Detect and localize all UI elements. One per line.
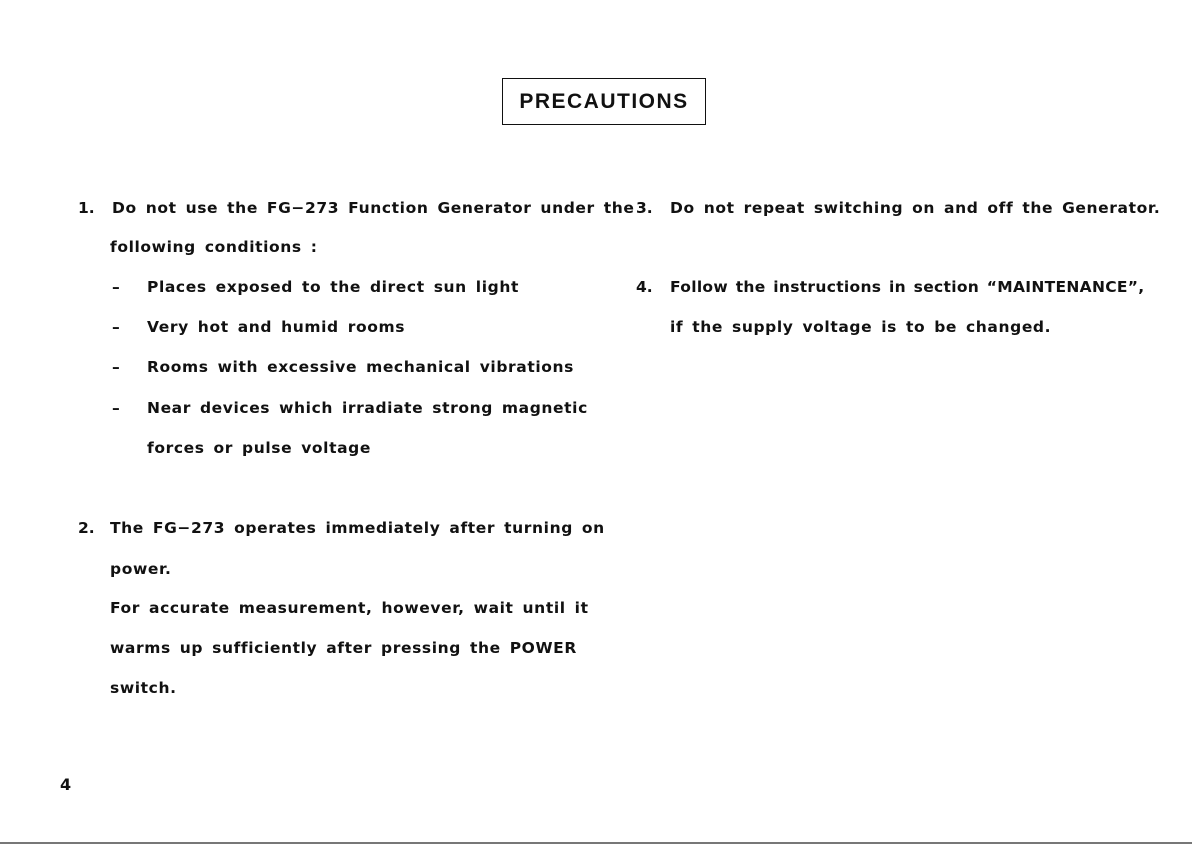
page-title: PRECAUTIONS: [502, 78, 706, 125]
bullet-dash: –: [112, 318, 120, 336]
item-3-number: 3.: [636, 199, 653, 217]
item-3-line-1: Do not repeat switching on and off the Generator.: [670, 199, 1161, 217]
bullet-dash: –: [112, 278, 120, 296]
bullet-text: Places exposed to the direct sun light: [147, 278, 519, 296]
item-2-line-5: switch.: [110, 679, 177, 697]
item-1-line-2: following conditions :: [110, 238, 318, 256]
item-4-line-2: if the supply voltage is to be changed.: [670, 318, 1052, 336]
item-2-line-3: For accurate measurement, however, wait until it: [110, 599, 589, 617]
bullet-text: Near devices which irradiate strong magnetic: [147, 399, 588, 417]
item-2-line-2: power.: [110, 560, 172, 578]
item-4-number: 4.: [636, 278, 653, 296]
bullet-text: Rooms with excessive mechanical vibrations: [147, 358, 574, 376]
bullet-text: Very hot and humid rooms: [147, 318, 406, 336]
bullet-dash: –: [112, 358, 120, 376]
bullet-dash: –: [112, 399, 120, 417]
item-1-line-1: Do not use the FG−273 Function Generator under the: [112, 199, 635, 217]
page-number: 4: [60, 775, 72, 794]
item-2-line-4: warms up sufficiently after pressing the POWER: [110, 639, 577, 657]
page-bottom-edge: [0, 842, 1192, 844]
item-4-line-1: Follow the instructions in section “MAINTENANCE”,: [670, 278, 1145, 296]
item-1-number: 1.: [78, 199, 95, 217]
item-2-number: 2.: [78, 519, 95, 537]
item-2-line-1: The FG−273 operates immediately after turning on: [110, 519, 605, 537]
bullet-text-continuation: forces or pulse voltage: [147, 439, 371, 457]
